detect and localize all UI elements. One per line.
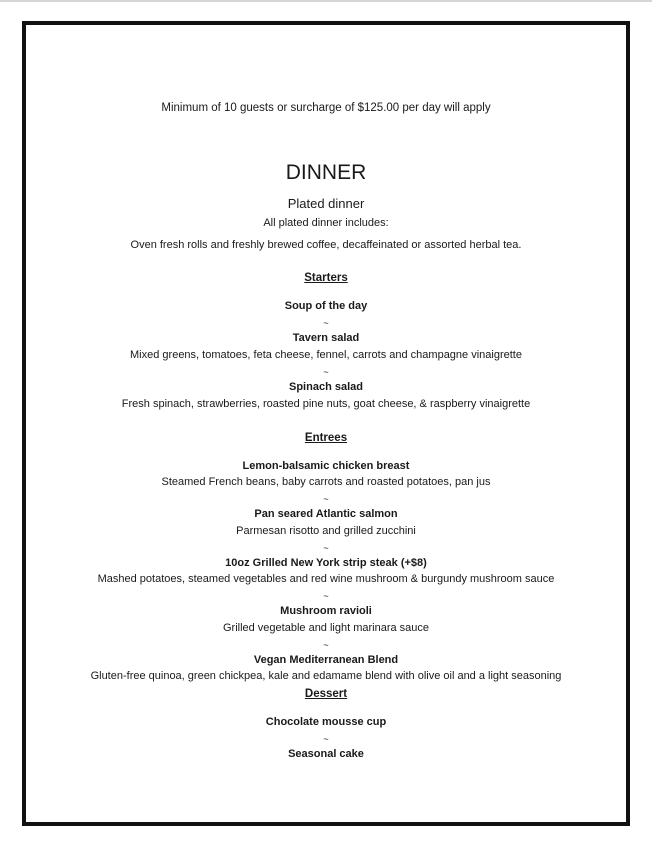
dessert-item-name: Seasonal cake [288,748,364,760]
page-frame [22,21,630,826]
ornament-separator-icon: ~ [323,318,329,328]
entree-item-name: Mushroom ravioli [280,605,372,617]
ornament-separator-icon: ~ [323,734,329,744]
includes-text: Oven fresh rolls and freshly brewed coffee, decaffeinated or assorted herbal tea. [130,239,522,251]
entree-item-name: Pan seared Atlantic salmon [254,508,398,520]
ornament-separator-icon: ~ [323,543,329,553]
entree-item-description: Gluten-free quinoa, green chickpea, kale and edamame blend with olive oil and a light seasoning [90,670,562,682]
includes-label: All plated dinner includes: [263,217,389,229]
top-divider [0,0,652,2]
ornament-separator-icon: ~ [323,494,329,504]
page-title: DINNER [285,161,367,184]
entrees-heading: Entrees [304,432,348,444]
dessert-item-name: Chocolate mousse cup [265,716,387,728]
entree-item-name: 10oz Grilled New York strip steak (+$8) [225,557,427,569]
entree-item-description: Steamed French beans, baby carrots and roasted potatoes, pan jus [161,476,491,488]
entree-item-name: Vegan Mediterranean Blend [253,654,399,666]
entree-item-description: Mashed potatoes, steamed vegetables and red wine mushroom & burgundy mushroom sauce [97,573,555,585]
ornament-separator-icon: ~ [323,591,329,601]
starter-item-description: Fresh spinach, strawberries, roasted pine nuts, goat cheese, & raspberry vinaigrette [121,398,531,410]
plated-dinner-subtitle: Plated dinner [287,196,365,211]
entree-item-description: Parmesan risotto and grilled zucchini [236,525,416,537]
starter-item-description: Mixed greens, tomatoes, feta cheese, fennel, carrots and champagne vinaigrette [130,349,522,361]
ornament-separator-icon: ~ [323,367,329,377]
minimum-guests-notice: Minimum of 10 guests or surcharge of $125.00 per day will apply [161,102,491,114]
starters-heading: Starters [304,272,348,284]
entree-item-description: Grilled vegetable and light marinara sauce [222,622,430,634]
ornament-separator-icon: ~ [323,640,329,650]
entree-item-name: Lemon-balsamic chicken breast [242,460,410,472]
starter-item-name: Spinach salad [289,381,363,393]
starter-item-name: Tavern salad [292,332,360,344]
starter-item-name: Soup of the day [284,300,368,312]
dessert-heading: Dessert [304,688,348,700]
